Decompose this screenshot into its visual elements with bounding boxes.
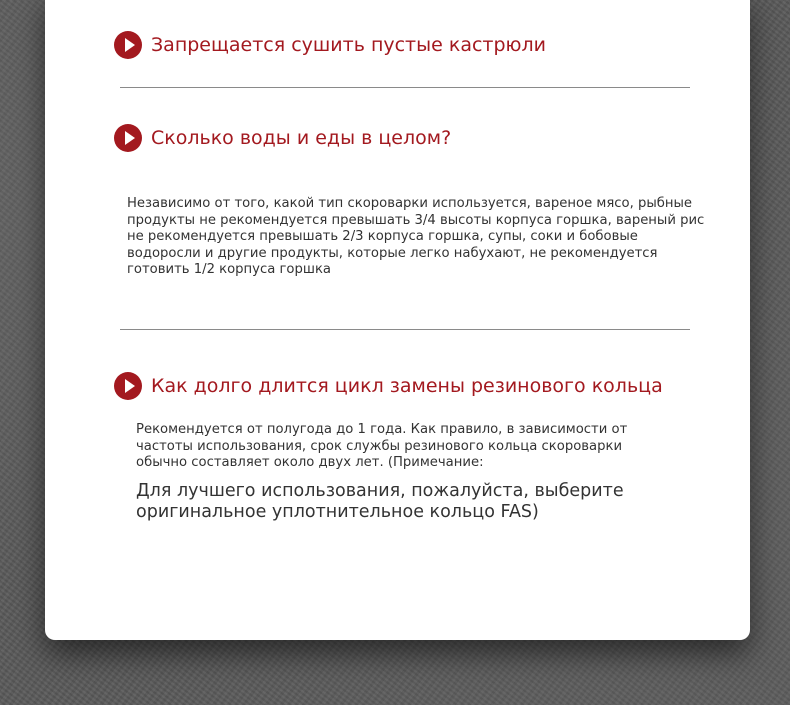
play-bullet-icon bbox=[114, 124, 142, 152]
ring-replacement-paragraph: Рекомендуется от полугода до 1 года. Как правило, в зависимости от частоты использования, срок службы резинового кольца скороварки обычно составляет около двух лет. (Примечание: bbox=[136, 422, 628, 470]
play-bullet-icon bbox=[114, 372, 142, 400]
section-heading: Как долго длится цикл замены резинового кольца bbox=[151, 375, 663, 397]
section-fill-level bbox=[114, 124, 451, 152]
content-card bbox=[45, 0, 750, 640]
fill-level-paragraph: Независимо от того, какой тип скороварки используется, вареное мясо, рыбные продукты не рекомендуется превышать 3/4 высоты корпуса горшка, вареный рис не рекомендуется превышать 2/3 корпуса горшка, супы, соки и бобовые водоросли и другие продукты, которые легко набухают, не рекомендуется готовить 1/2 корпуса горшка bbox=[127, 196, 705, 277]
section-ring-replacement bbox=[114, 372, 663, 400]
section-dry-pots bbox=[114, 31, 546, 59]
divider bbox=[120, 329, 690, 330]
ring-replacement-note: Для лучшего использования, пожалуйста, выберите оригинальное уплотнительное кольцо FAS) bbox=[136, 481, 624, 522]
section-heading: Запрещается сушить пустые кастрюли bbox=[151, 34, 547, 56]
section-heading: Сколько воды и еды в целом? bbox=[151, 127, 452, 149]
divider bbox=[120, 87, 690, 88]
play-bullet-icon bbox=[114, 31, 142, 59]
